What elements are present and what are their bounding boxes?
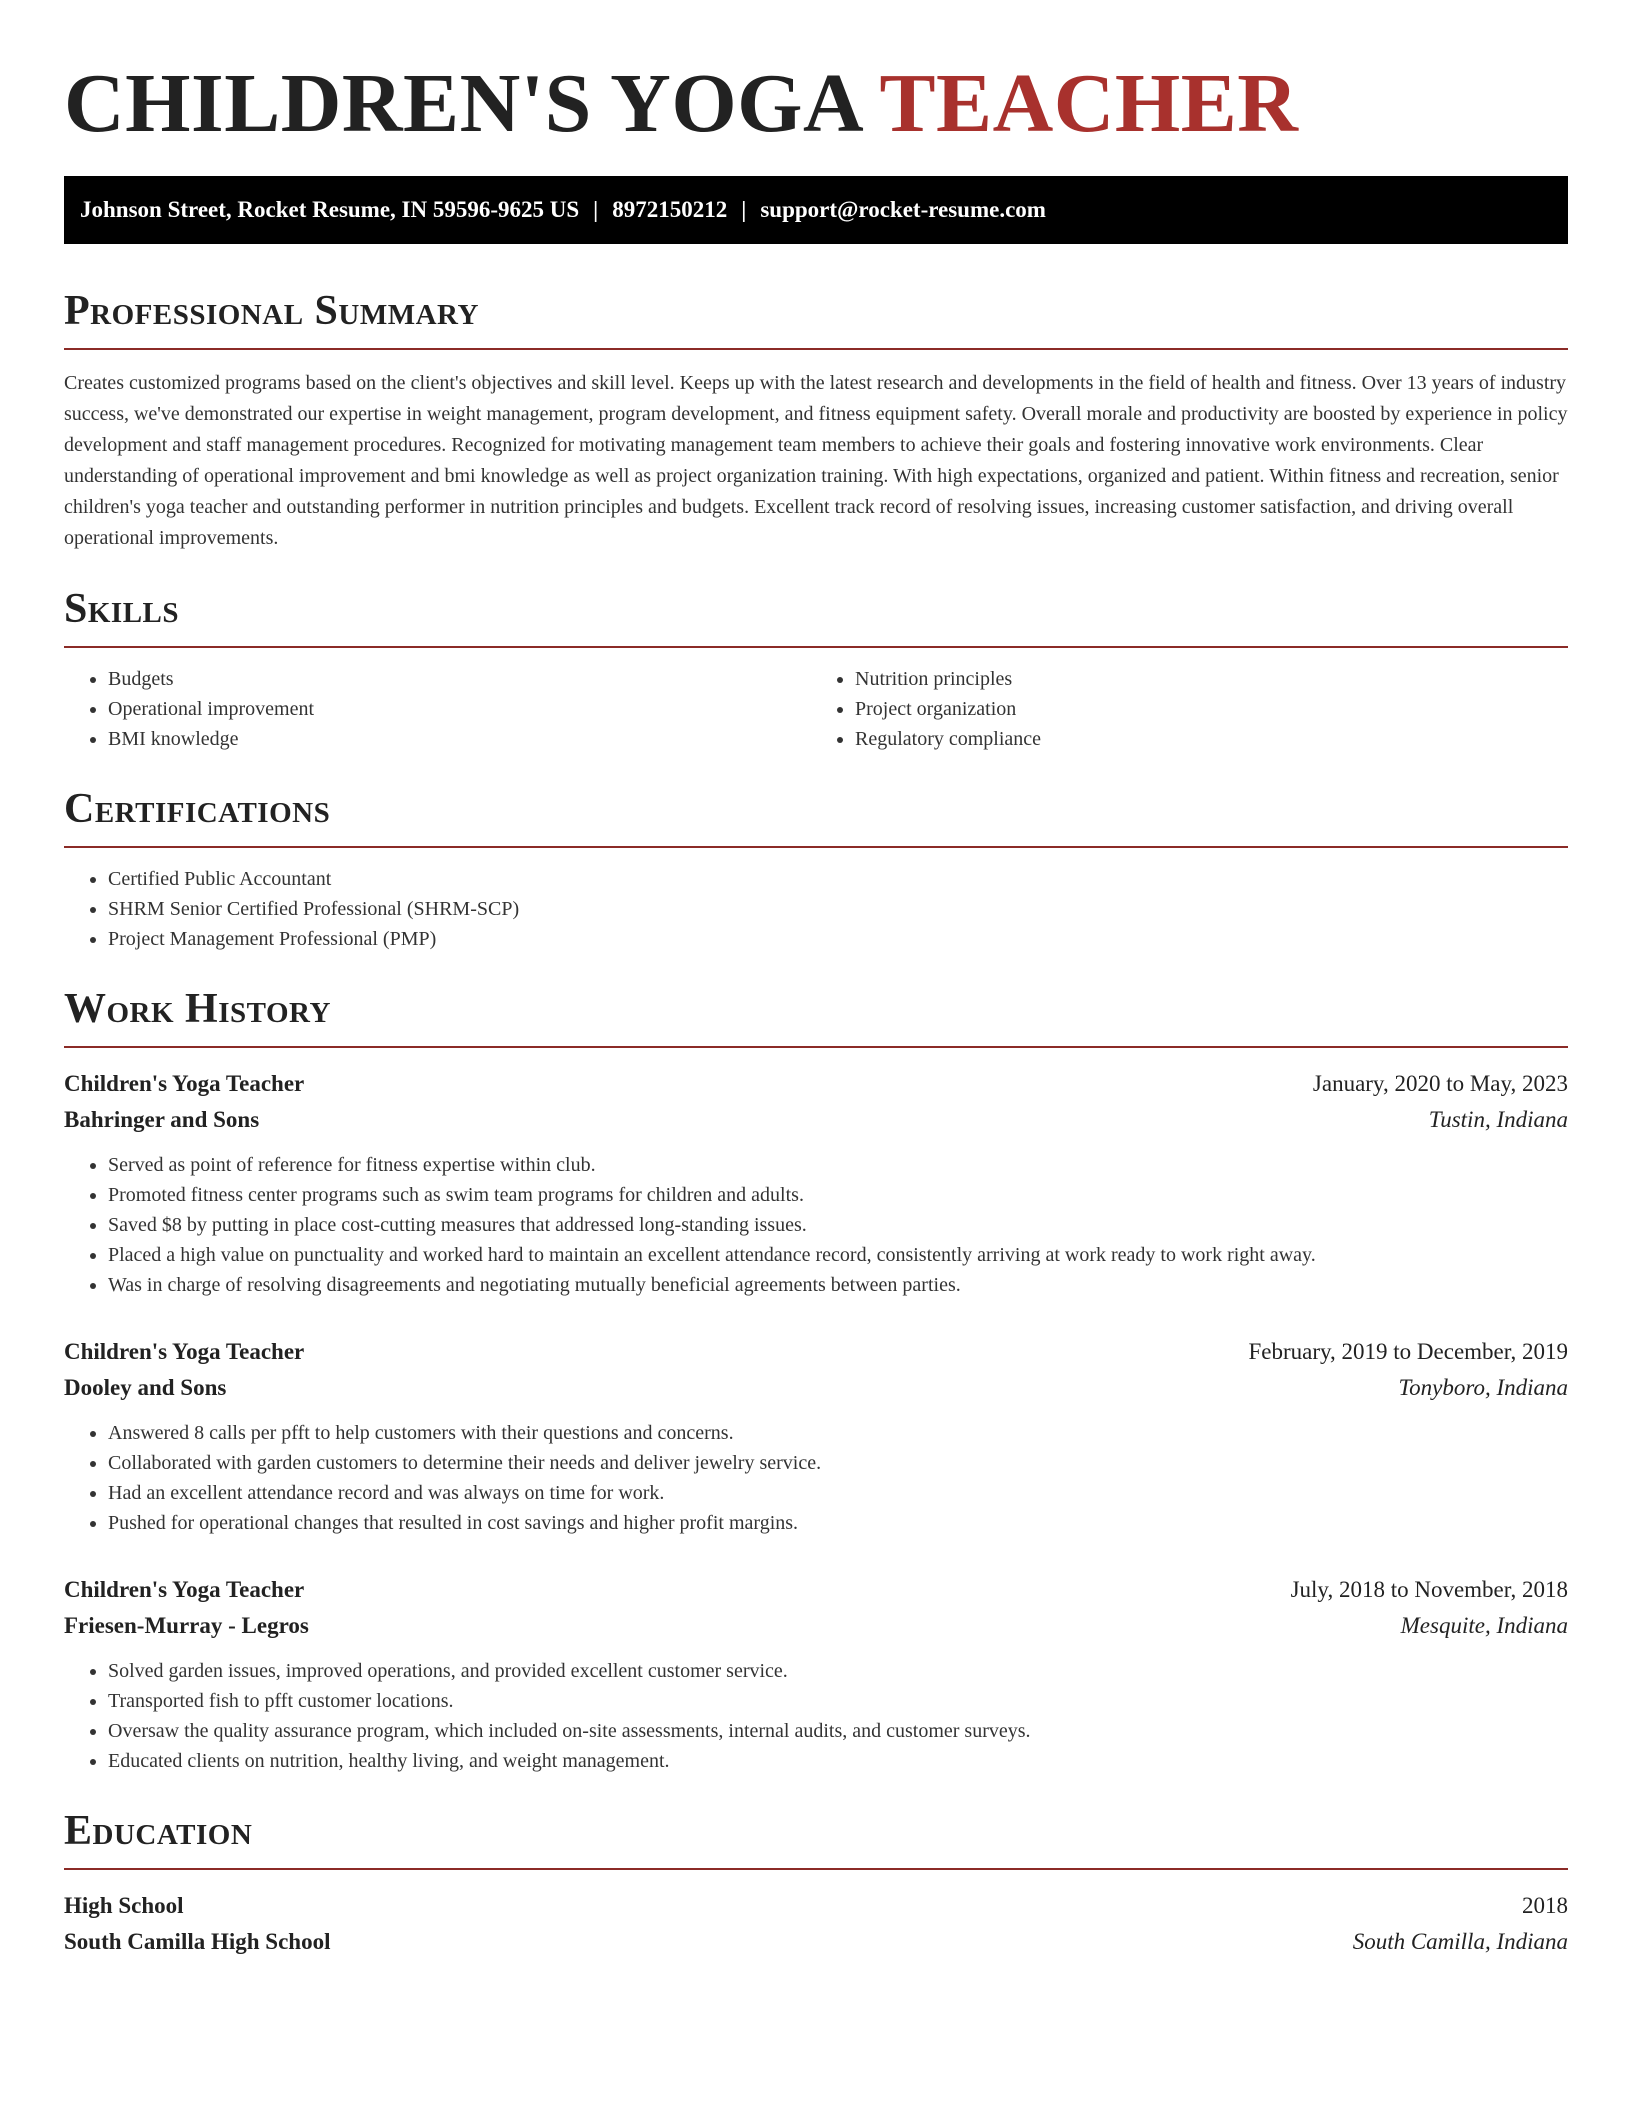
education-location: South Camilla, Indiana [1352, 1929, 1568, 1954]
education-heading: Education [64, 1808, 253, 1854]
work-history-heading: Work History [64, 986, 331, 1032]
title-main: CHILDREN'S YOGA [64, 57, 860, 150]
job-bullets [64, 1418, 1568, 1538]
job-bullet: • Served as point of reference for fitness expertise within club. [108, 1150, 1568, 1180]
job-bullet: • Oversaw the quality assurance program, which included on-site assessments, internal audits, and customer surveys. [108, 1716, 1568, 1746]
contact-email: support@rocket-resume.com [760, 197, 1046, 222]
skills-grid [64, 648, 1568, 754]
skill-item: • Nutrition principles [855, 664, 1568, 694]
job-company: Dooley and Sons [64, 1375, 227, 1400]
job-company-row [64, 1370, 1568, 1406]
job-bullet: • Placed a high value on punctuality and worked hard to maintain an excellent attendance record, consistently arriving at work ready to work right away. [108, 1240, 1568, 1270]
contact-phone: 8972150212 [612, 197, 728, 222]
job-dates: February, 2019 to December, 2019 [1248, 1339, 1568, 1364]
education-year: 2018 [1522, 1893, 1568, 1918]
education-school-row [64, 1924, 1568, 1960]
skill-item: • Operational improvement [108, 694, 821, 724]
job-entry [64, 1334, 1568, 1538]
job-location: Mesquite, Indiana [1400, 1613, 1568, 1638]
summary-heading: Professional Summary [64, 288, 479, 334]
job-bullet: • Answered 8 calls per pfft to help customers with their questions and concerns. [108, 1418, 1568, 1448]
skills-list-left [64, 664, 821, 754]
job-bullet: • Saved $8 by putting in place cost-cutting measures that addressed long-standing issues. [108, 1210, 1568, 1240]
contact-bar [64, 176, 1568, 244]
skills-list-right [811, 664, 1568, 754]
job-bullet: • Promoted fitness center programs such as swim team programs for children and adults. [108, 1180, 1568, 1210]
job-entry [64, 1572, 1568, 1776]
job-bullet: • Solved garden issues, improved operations, and provided excellent customer service. [108, 1656, 1568, 1686]
job-company-row [64, 1102, 1568, 1138]
section-divider [64, 348, 1568, 350]
certifications-list [64, 864, 1568, 954]
skills-heading: Skills [64, 586, 180, 632]
certifications-heading: Certifications [64, 786, 331, 832]
certification-item: • Project Management Professional (PMP) [108, 924, 1568, 954]
job-bullets [64, 1150, 1568, 1300]
job-bullet: • Transported fish to pfft customer locations. [108, 1686, 1568, 1716]
job-bullet: • Had an excellent attendance record and was always on time for work. [108, 1478, 1568, 1508]
certification-item: • SHRM Senior Certified Professional (SHRM-SCP) [108, 894, 1568, 924]
job-dates: July, 2018 to November, 2018 [1290, 1577, 1568, 1602]
job-bullet: • Collaborated with garden customers to determine their needs and deliver jewelry service. [108, 1448, 1568, 1478]
job-bullet: • Was in charge of resolving disagreements and negotiating mutually beneficial agreements between parties. [108, 1270, 1568, 1300]
education-degree-row [64, 1888, 1568, 1924]
education-degree: High School [64, 1893, 184, 1918]
contact-separator: | [593, 197, 599, 222]
job-entry [64, 1066, 1568, 1300]
section-divider [64, 1046, 1568, 1048]
summary-text: Creates customized programs based on the client's objectives and skill level. Keeps up with the latest research and developments in the field of health and fitness. Over 13 years of industry success, we've demonstrated our expertise in weight management, program development, and fitness equipment safety. Overall morale and productivity are boosted by experience in policy development and staff management procedures. Recognized for motivating management team members to achieve their goals and fostering innovative work environments. Clear understanding of operational improvement and bmi knowledge as well as project organization training. With high expectations, organized and patient. Within fitness and recreation, senior children's yoga teacher and outstanding performer in nutrition principles and budgets. Excellent track record of resolving issues, increasing customer satisfaction, and driving overall operational improvements. [64, 372, 1568, 549]
job-header-row [64, 1066, 1568, 1102]
contact-separator: | [741, 197, 747, 222]
job-header-row [64, 1334, 1568, 1370]
contact-address: Johnson Street, Rocket Resume, IN 59596-9625 US [80, 197, 580, 222]
skill-item: • Project organization [855, 694, 1568, 724]
job-bullets [64, 1656, 1568, 1776]
job-title: Children's Yoga Teacher [64, 1071, 305, 1096]
job-title: Children's Yoga Teacher [64, 1577, 305, 1602]
job-location: Tonyboro, Indiana [1398, 1375, 1568, 1400]
job-bullet: • Pushed for operational changes that resulted in cost savings and higher profit margins. [108, 1508, 1568, 1538]
skill-item: • BMI knowledge [108, 724, 821, 754]
certification-item: • Certified Public Accountant [108, 864, 1568, 894]
job-location: Tustin, Indiana [1428, 1107, 1568, 1132]
job-bullet: • Educated clients on nutrition, healthy living, and weight management. [108, 1746, 1568, 1776]
section-divider [64, 846, 1568, 848]
education-school: South Camilla High School [64, 1929, 331, 1954]
title-accent: TEACHER [879, 57, 1299, 150]
resume-title [64, 56, 1568, 152]
education-entry [64, 1888, 1568, 1960]
job-company: Friesen-Murray - Legros [64, 1613, 309, 1638]
job-dates: January, 2020 to May, 2023 [1312, 1071, 1568, 1096]
skill-item: • Regulatory compliance [855, 724, 1568, 754]
job-company: Bahringer and Sons [64, 1107, 260, 1132]
job-header-row [64, 1572, 1568, 1608]
job-title: Children's Yoga Teacher [64, 1339, 305, 1364]
skill-item: • Budgets [108, 664, 821, 694]
job-company-row [64, 1608, 1568, 1644]
section-divider [64, 1868, 1568, 1870]
